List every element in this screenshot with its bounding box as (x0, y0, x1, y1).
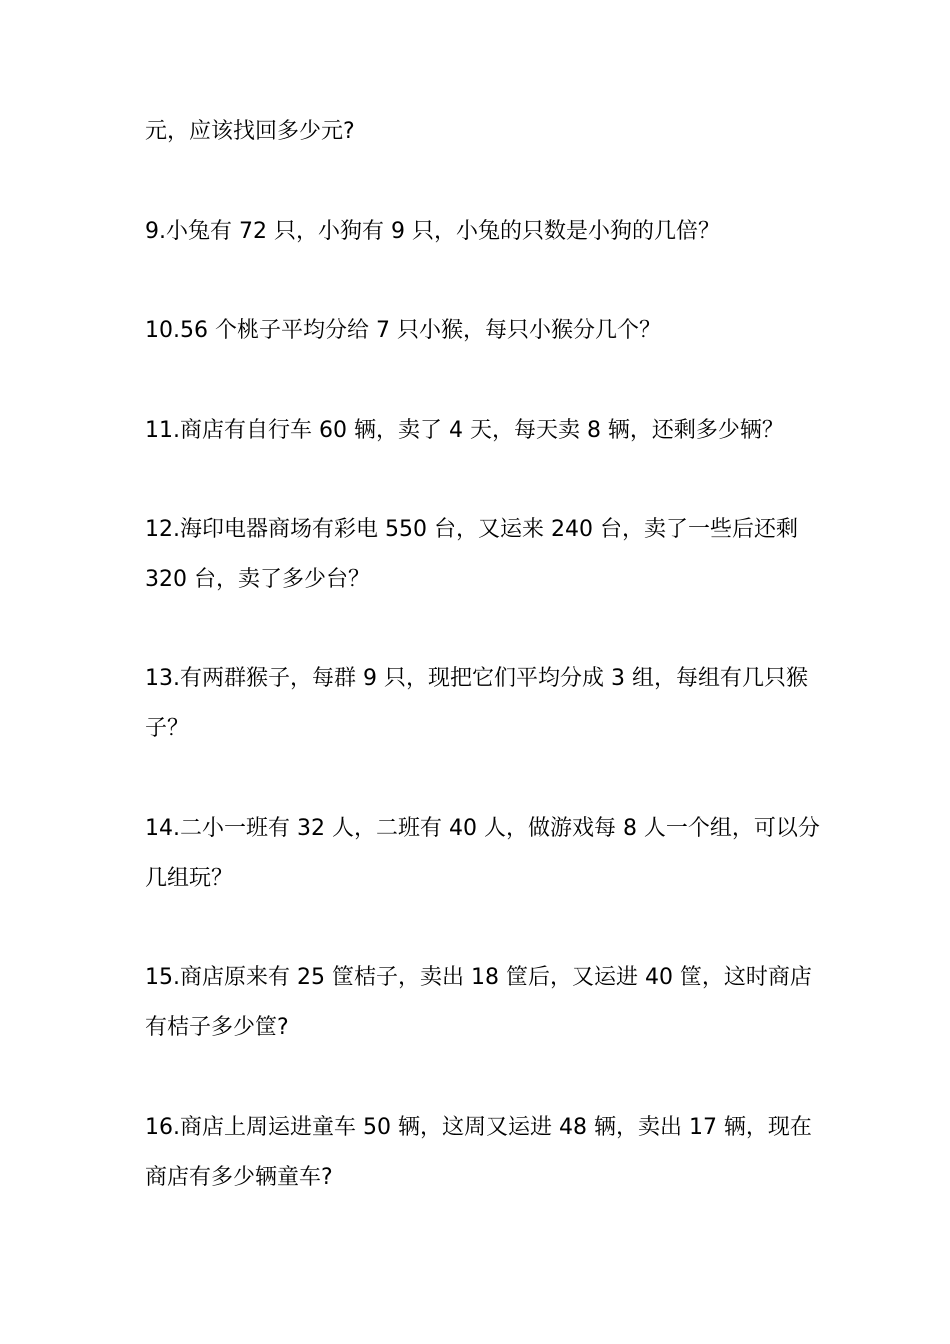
text-line: 有桔子多少筐? (145, 1015, 289, 1040)
text-line: 子？ (145, 716, 190, 741)
text-line: 13.有两群猴子，每群 9 只，现把它们平均分成 3 组，每组有几只猴 (145, 666, 808, 691)
text-line: 9.小兔有 72 只，小狗有 9 只，小兔的只数是小狗的几倍？ (145, 219, 720, 244)
text-line: 12.海印电器商场有彩电 550 台，又运来 240 台，卖了一些后还剩 (145, 517, 798, 542)
problem-15 (145, 953, 810, 1053)
text-line: 14.二小一班有 32 人，二班有 40 人，做游戏每 8 人一个组，可以分 (145, 816, 820, 841)
problem-13 (145, 654, 810, 754)
text-line: 15.商店原来有 25 筐桔子，卖出 18 筐后，又运进 40 筐，这时商店 (145, 965, 812, 990)
problem-10 (145, 306, 810, 356)
text-line: 16.商店上周运进童车 50 辆，这周又运进 48 辆，卖出 17 辆，现在 (145, 1115, 812, 1140)
text-line: 商店有多少辆童车? (145, 1165, 333, 1190)
problem-16 (145, 1103, 810, 1203)
text-line: 320 台，卖了多少台？ (145, 567, 370, 592)
text-line: 11.商店有自行车 60 辆，卖了 4 天，每天卖 8 辆，还剩多少辆？ (145, 418, 784, 443)
text-line: 10.56 个桃子平均分给 7 只小猴，每只小猴分几个？ (145, 318, 661, 343)
text-line: 元，应该找回多少元? (145, 119, 355, 144)
problem-8-continuation (145, 107, 810, 157)
problem-11 (145, 406, 810, 456)
problem-9 (145, 207, 810, 257)
problem-12 (145, 505, 810, 605)
text-line: 几组玩？ (145, 866, 234, 891)
problem-14 (145, 804, 820, 904)
